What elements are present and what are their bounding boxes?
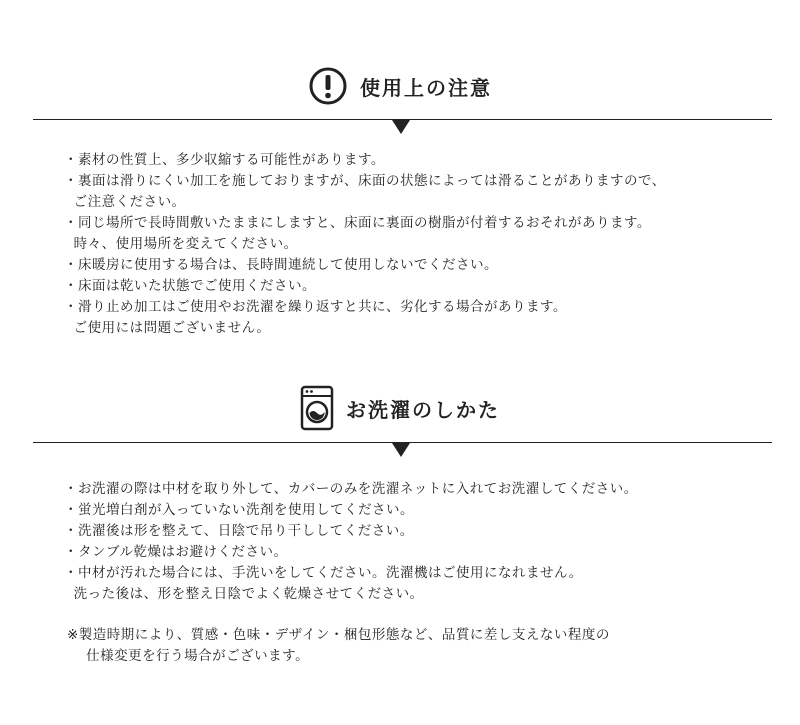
list-item: ・洗濯後は形を整えて、日陰で吊り干ししてください。: [64, 523, 414, 539]
list-item: ・蛍光増白剤が入っていない洗剤を使用してください。: [64, 502, 414, 518]
list-item: ・床暖房に使用する場合は、長時間連続して使用しないでください。: [64, 257, 498, 273]
list-item: ・裏面は滑りにくい加工を施しておりますが、床面の状態によっては滑ることがありますので、: [64, 173, 666, 189]
washing-arrow-icon: [392, 443, 410, 457]
washing-header: [0, 385, 800, 431]
list-item: ・同じ場所で長時間敷いたままにしますと、床面に裏面の樹脂が付着するおそれがあります。: [64, 215, 651, 231]
list-item: 時々、使用場所を変えてください。: [64, 236, 298, 252]
list-item: ご使用には問題ございません。: [64, 320, 271, 336]
list-item: ・滑り止め加工はご使用やお洗濯を繰り返すと共に、劣化する場合があります。: [64, 299, 567, 315]
caution-header: [0, 66, 800, 106]
caution-list: [64, 150, 784, 339]
list-item: ・素材の性質上、多少収縮する可能性があります。: [64, 152, 385, 168]
list-item: ・お洗濯の際は中材を取り外して、カバーのみを洗濯ネットに入れてお洗濯してください。: [64, 481, 638, 497]
caution-title: 使用上の注意: [360, 75, 492, 100]
list-item: ・タンブル乾燥はお避けください。: [64, 544, 288, 560]
washing-title: お洗濯のしかた: [346, 397, 500, 422]
note-line: 仕様変更を行う場合がございます。: [67, 648, 310, 664]
washing-list: [64, 479, 784, 605]
exclamation-circle-icon: [308, 66, 348, 106]
washing-machine-icon: [300, 385, 334, 431]
disclaimer-note: [67, 625, 787, 667]
list-item: ご注意ください。: [64, 194, 186, 210]
note-line: ※製造時期により、質感・色味・デザイン・梱包形態など、品質に差し支えない程度の: [67, 627, 610, 643]
list-item: ・中材が汚れた場合には、手洗いをしてください。洗濯機はご使用になれません。: [64, 565, 583, 581]
list-item: 洗った後は、形を整え日陰でよく乾燥させてください。: [64, 586, 424, 602]
caution-arrow-icon: [392, 120, 410, 134]
list-item: ・床面は乾いた状態でご使用ください。: [64, 278, 316, 294]
